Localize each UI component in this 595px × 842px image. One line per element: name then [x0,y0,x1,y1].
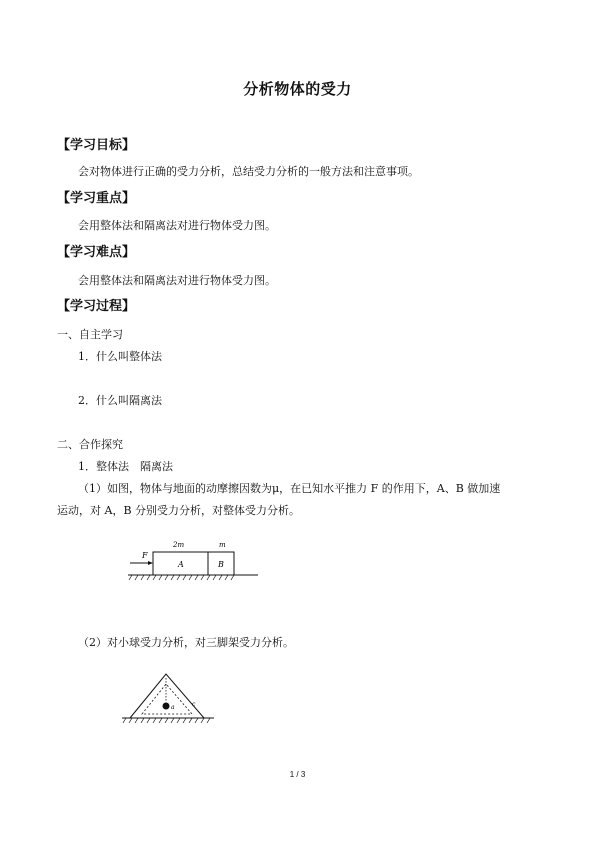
ground-hatching [129,575,234,580]
ball [163,703,170,710]
difficulty-heading: 【学习难点】 [57,245,136,260]
tripod-diagram [118,668,218,726]
process-heading: 【学习过程】 [57,299,136,314]
difficulty-text: 会用整体法和隔离法对进行物体受力图。 [78,274,276,287]
part2-problem-1-line-2: 运动，对 A，B 分别受力分析，对整体受力分析。 [57,504,301,517]
ground-hatching [123,718,210,723]
part2-problem-2: （2）对小球受力分析，对三脚架受力分析。 [78,636,294,649]
part1-heading: 一、自主学习 [57,328,123,341]
part1-question-2: 2．什么叫隔离法 [78,394,162,407]
part2-item-1: 1．整体法 隔离法 [78,460,173,473]
force-label: F [142,551,148,560]
block-a-label: A [178,560,184,569]
key-text: 会用整体法和隔离法对进行物体受力图。 [78,219,276,232]
key-heading: 【学习重点】 [57,191,136,206]
blocks-diagram [120,536,265,584]
force-arrow-head [148,561,153,565]
ball-label: a [171,704,175,711]
mass-b-label: m [219,541,226,549]
tripod-frame [130,674,204,718]
part2-problem-1-line-1: （1）如图，物体与地面的动摩擦因数为μ，在已知水平推力 F 的作用下，A、B 做加速 [78,482,501,495]
part1-question-1: 1．什么叫整体法 [78,350,162,363]
goal-heading: 【学习目标】 [57,138,136,153]
side-label: c [192,701,196,708]
block-b-label: B [218,560,224,569]
page-number: 1 / 3 [289,770,306,779]
tripod-inner-frame [142,684,192,714]
page-title: 分析物体的受力 [243,80,352,98]
goal-text: 会对物体进行正确的受力分析，总结受力分析的一般方法和注意事项。 [78,165,419,178]
mass-a-label: 2m [173,541,185,549]
part2-heading: 二、合作探究 [57,438,123,451]
